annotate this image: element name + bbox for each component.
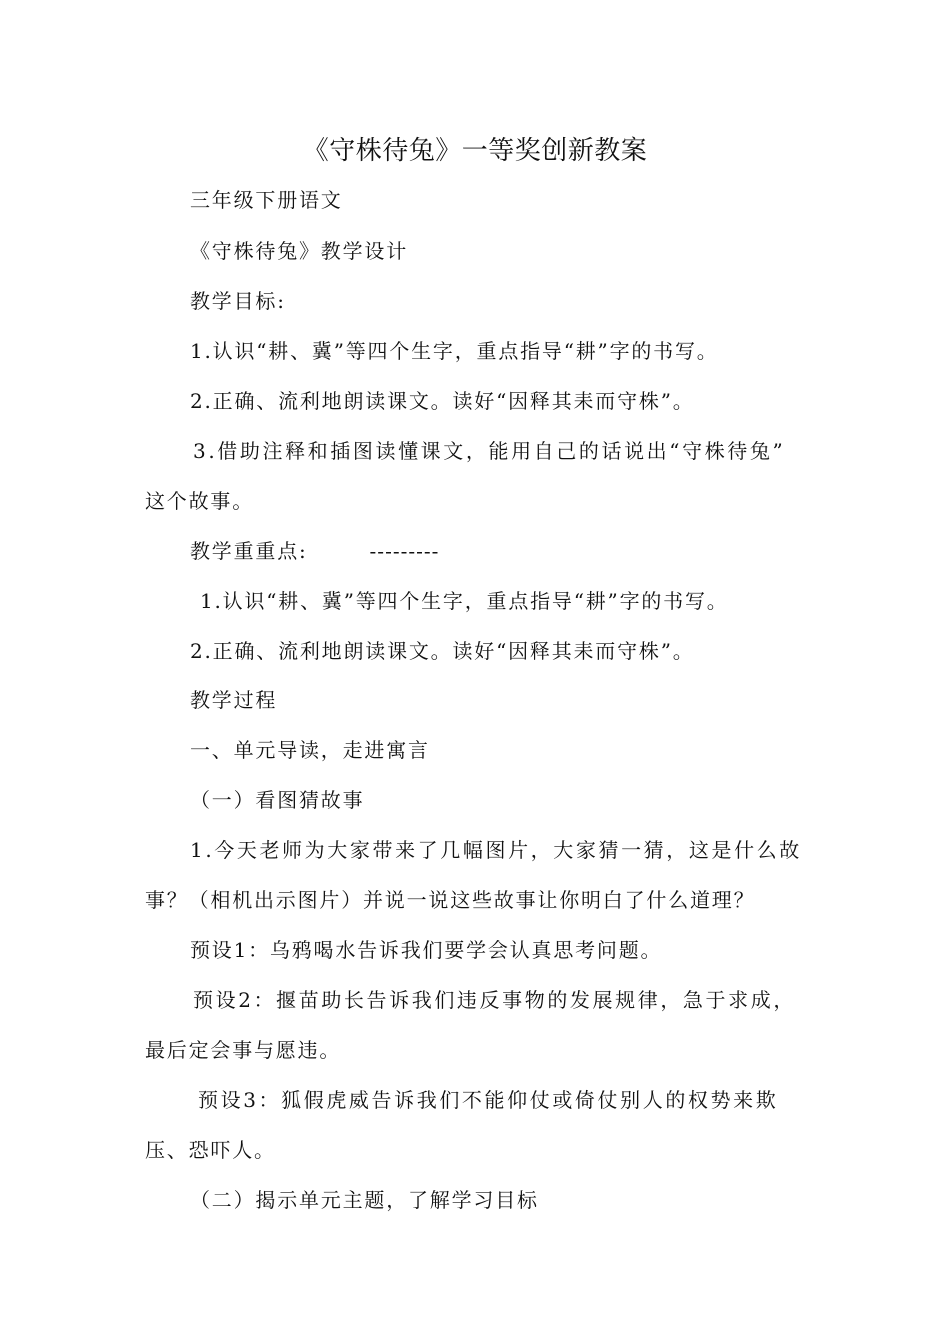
separator-dashes: --------- (369, 539, 440, 563)
text-line: 1.今天老师为大家带来了几幅图片，大家猜一猜，这是什么故 (190, 838, 802, 862)
text-line: 事？（相机出示图片）并说一说这些故事让你明白了什么道理？ (145, 888, 756, 912)
heading-label: 教学重重点: (190, 539, 308, 563)
text-line: 预设3：狐假虎威告诉我们不能仰仗或倚仗别人的权势来欺 (198, 1088, 779, 1112)
text-line: （一）看图猜故事 (190, 788, 365, 812)
text-line: 《守株待兔》教学设计 (190, 239, 408, 263)
text-line: 教学目标: (190, 289, 286, 313)
text-line: 2.正确、流利地朗读课文。读好“因释其耒而守株”。 (190, 389, 695, 413)
text-line: 教学过程 (190, 688, 278, 712)
text-line: 3.借助注释和插图读懂课文，能用自己的话说出“守株待兔” (193, 439, 786, 463)
text-line: 2.正确、流利地朗读课文。读好“因释其耒而守株”。 (190, 639, 695, 663)
text-line: （二）揭示单元主题，了解学习目标 (190, 1188, 539, 1212)
text-line: 这个故事。 (145, 489, 254, 513)
text-line: 三年级下册语文 (190, 188, 343, 212)
text-line: 压、恐吓人。 (145, 1138, 276, 1162)
text-line: 1.认识“耕、冀”等四个生字，重点指导“耕”字的书写。 (190, 339, 719, 363)
text-line: 一、单元导读，走进寓言 (190, 738, 430, 762)
text-line: 预设2：揠苗助长告诉我们违反事物的发展规律，急于求成， (193, 988, 796, 1012)
text-line: 1.认识“耕、冀”等四个生字，重点指导“耕”字的书写。 (200, 589, 729, 613)
text-line: 最后定会事与愿违。 (145, 1038, 342, 1062)
text-line: 预设1：乌鸦喝水告诉我们要学会认真思考问题。 (190, 938, 663, 962)
document-title: 《守株待兔》一等奖创新教案 (302, 136, 648, 166)
text-line (190, 537, 439, 565)
